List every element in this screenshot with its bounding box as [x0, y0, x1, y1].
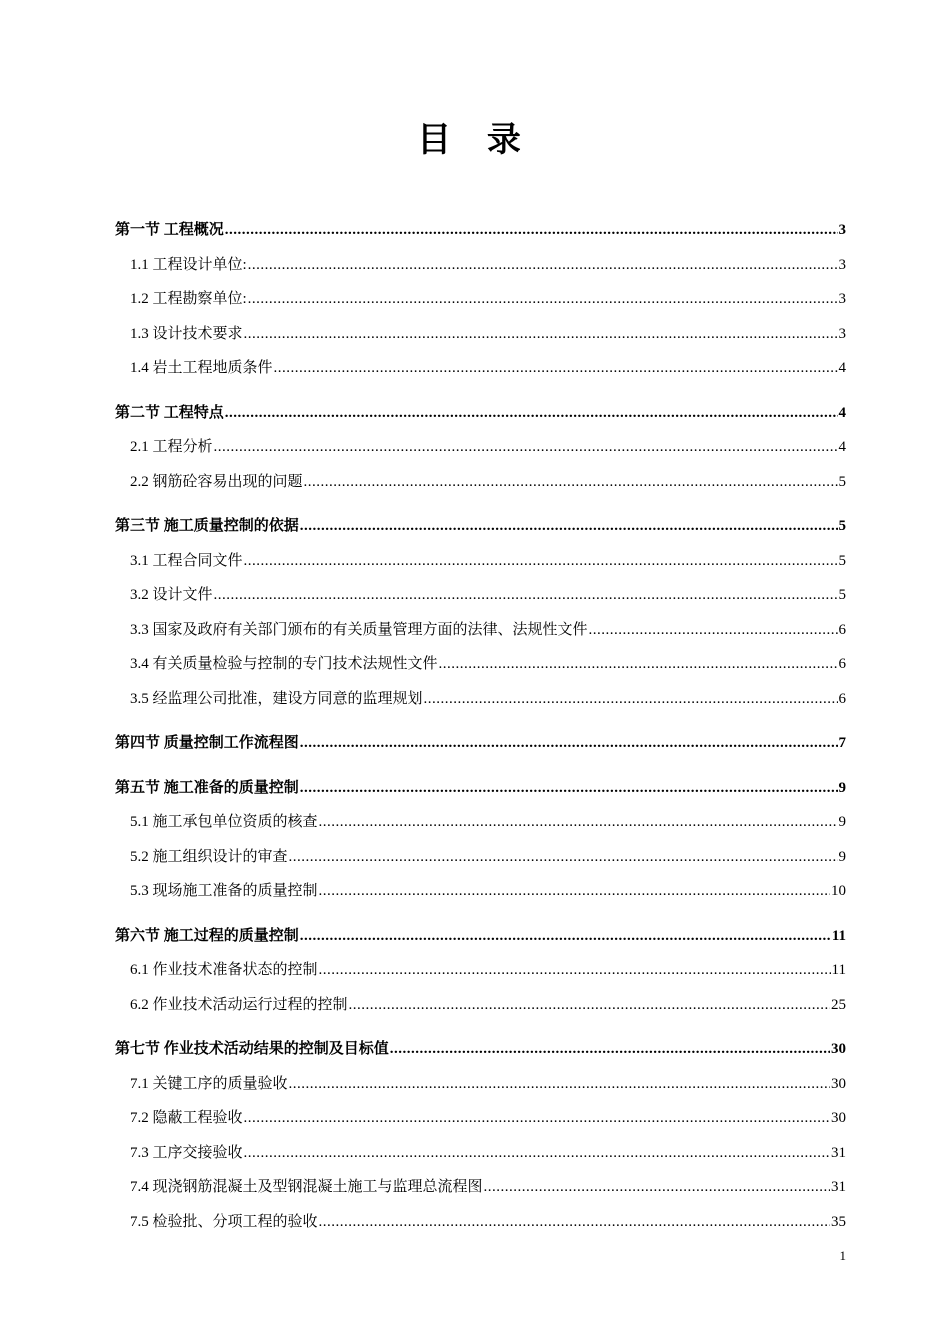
toc-subsection-entry[interactable] — [115, 647, 846, 682]
toc-entry-label: 3.4 有关质量检验与控制的专门技术法规性文件 — [130, 656, 438, 672]
toc-subsection-entry[interactable] — [115, 805, 846, 840]
toc-entry-page: 5 — [838, 473, 846, 490]
toc-entry-page: 9 — [838, 814, 846, 830]
toc-entry-label: 第五节 施工准备的质量控制 — [115, 779, 299, 796]
toc-entry-label: 第六节 施工过程的质量控制 — [115, 927, 299, 944]
toc-entry-label: 3.3 国家及政府有关部门颁布的有关质量管理方面的法律、法规性文件 — [130, 621, 588, 638]
toc-subsection-entry[interactable] — [115, 544, 846, 579]
toc-entry-label: 1.1 工程设计单位: — [130, 256, 247, 273]
toc-dot-leader — [214, 578, 838, 613]
toc-dot-leader — [244, 317, 838, 352]
toc-entry-label: 6.1 作业技术准备状态的控制 — [130, 962, 318, 978]
toc-dot-leader — [319, 1205, 830, 1240]
toc-subsection-entry[interactable] — [115, 351, 846, 386]
toc-subsection-entry[interactable] — [115, 682, 846, 717]
toc-entry-page: 35 — [831, 1213, 846, 1230]
toc-entry-label: 2.2 钢筋砼容易出现的问题 — [130, 473, 303, 490]
toc-dot-leader — [300, 919, 831, 954]
toc-entry-label: 1.3 设计技术要求 — [130, 325, 243, 342]
toc-dot-leader — [214, 430, 838, 465]
toc-entry-page: 5 — [838, 552, 846, 569]
toc-entry-label: 5.3 现场施工准备的质量控制 — [130, 883, 318, 899]
toc-entry-page: 4 — [838, 360, 846, 376]
toc-dot-leader — [225, 213, 838, 248]
toc-entry-label: 第二节 工程特点 — [115, 404, 224, 421]
toc-subsection-entry[interactable] — [115, 874, 846, 909]
toc-entry-label: 7.3 工序交接验收 — [130, 1144, 243, 1161]
toc-entry-page: 30 — [831, 1041, 846, 1057]
toc-subsection-entry[interactable] — [115, 248, 846, 283]
toc-subsection-entry[interactable] — [115, 953, 846, 988]
toc-dot-leader — [319, 805, 838, 840]
toc-dot-leader — [424, 682, 838, 717]
toc-dot-leader — [304, 465, 838, 500]
toc-entry-label: 3.5 经监理公司批准，建设方同意的监理规划 — [130, 690, 423, 707]
toc-entry-page: 25 — [831, 996, 846, 1013]
toc-section-entry[interactable] — [115, 771, 846, 806]
toc-dot-leader — [300, 771, 838, 806]
toc-entry-page: 3 — [838, 291, 846, 307]
document-title: 目 录 — [417, 120, 533, 160]
toc-subsection-entry[interactable] — [115, 1136, 846, 1171]
toc-dot-leader — [319, 874, 830, 909]
toc-dot-leader — [589, 613, 838, 648]
toc-subsection-entry[interactable] — [115, 1205, 846, 1240]
toc-subsection-entry[interactable] — [115, 1101, 846, 1136]
toc-subsection-entry[interactable] — [115, 578, 846, 613]
toc-subsection-entry[interactable] — [115, 1067, 846, 1102]
toc-section-entry[interactable] — [115, 726, 846, 761]
toc-dot-leader — [244, 1136, 830, 1171]
toc-entry-label: 7.2 隐蔽工程验收 — [130, 1110, 243, 1126]
toc-entry-label: 5.2 施工组织设计的审查 — [130, 848, 288, 865]
toc-dot-leader — [274, 351, 838, 386]
toc-entry-page: 6 — [838, 621, 846, 638]
toc-entry-label: 第四节 质量控制工作流程图 — [115, 735, 299, 751]
toc-entry-page: 11 — [831, 962, 846, 978]
toc-entry-page: 3 — [838, 256, 846, 273]
toc-entry-page: 9 — [838, 848, 846, 865]
toc-dot-leader — [289, 1067, 830, 1102]
toc-subsection-entry[interactable] — [115, 988, 846, 1023]
toc-entry-label: 7.5 检验批、分项工程的验收 — [130, 1213, 318, 1230]
toc-dot-leader — [300, 726, 838, 761]
toc-entry-page: 3 — [838, 222, 846, 238]
toc-entry-label: 第七节 作业技术活动结果的控制及目标值 — [115, 1041, 389, 1057]
toc-dot-leader — [289, 840, 838, 875]
toc-dot-leader — [244, 544, 838, 579]
toc-entry-page: 10 — [831, 883, 846, 899]
toc-entry-label: 3.2 设计文件 — [130, 587, 213, 603]
toc-entry-label: 6.2 作业技术活动运行过程的控制 — [130, 996, 348, 1013]
toc-subsection-entry[interactable] — [115, 282, 846, 317]
table-of-contents — [115, 213, 846, 1239]
toc-dot-leader — [225, 396, 838, 431]
toc-subsection-entry[interactable] — [115, 1170, 846, 1205]
toc-section-entry[interactable] — [115, 213, 846, 248]
toc-entry-page: 30 — [831, 1075, 846, 1092]
toc-subsection-entry[interactable] — [115, 613, 846, 648]
toc-dot-leader — [484, 1170, 830, 1205]
toc-dot-leader — [349, 988, 830, 1023]
toc-entry-label: 3.1 工程合同文件 — [130, 552, 243, 569]
toc-entry-page: 3 — [838, 325, 846, 342]
toc-dot-leader — [248, 248, 838, 283]
toc-entry-label: 1.4 岩土工程地质条件 — [130, 360, 273, 376]
page-number: 1 — [839, 1248, 846, 1263]
toc-dot-leader — [439, 647, 838, 682]
toc-section-entry[interactable] — [115, 919, 846, 954]
toc-section-entry[interactable] — [115, 509, 846, 544]
toc-entry-page: 6 — [838, 690, 846, 707]
toc-entry-page: 5 — [838, 518, 846, 534]
toc-subsection-entry[interactable] — [115, 317, 846, 352]
toc-entry-label: 第一节 工程概况 — [115, 222, 224, 238]
toc-section-entry[interactable] — [115, 1032, 846, 1067]
toc-entry-label: 5.1 施工承包单位资质的核查 — [130, 814, 318, 830]
toc-subsection-entry[interactable] — [115, 840, 846, 875]
toc-entry-page: 31 — [831, 1144, 846, 1161]
toc-dot-leader — [390, 1032, 830, 1067]
toc-entry-page: 9 — [838, 779, 846, 796]
toc-entry-label: 1.2 工程勘察单位: — [130, 291, 247, 307]
toc-dot-leader — [300, 509, 838, 544]
toc-entry-page: 30 — [831, 1110, 846, 1126]
toc-dot-leader — [319, 953, 831, 988]
toc-entry-page: 5 — [838, 587, 846, 603]
toc-entry-page: 31 — [831, 1179, 846, 1195]
toc-entry-label: 2.1 工程分析 — [130, 439, 213, 455]
toc-subsection-entry[interactable] — [115, 465, 846, 500]
toc-entry-label: 7.1 关键工序的质量验收 — [130, 1075, 288, 1092]
toc-section-entry[interactable] — [115, 396, 846, 431]
toc-subsection-entry[interactable] — [115, 430, 846, 465]
toc-dot-leader — [248, 282, 838, 317]
toc-entry-page: 7 — [838, 735, 846, 751]
toc-entry-label: 第三节 施工质量控制的依据 — [115, 518, 299, 534]
toc-entry-page: 4 — [838, 439, 846, 455]
toc-entry-page: 11 — [831, 927, 846, 944]
toc-entry-page: 4 — [838, 404, 846, 421]
toc-entry-label: 7.4 现浇钢筋混凝土及型钢混凝土施工与监理总流程图 — [130, 1179, 483, 1195]
toc-dot-leader — [244, 1101, 830, 1136]
toc-entry-page: 6 — [838, 656, 846, 672]
